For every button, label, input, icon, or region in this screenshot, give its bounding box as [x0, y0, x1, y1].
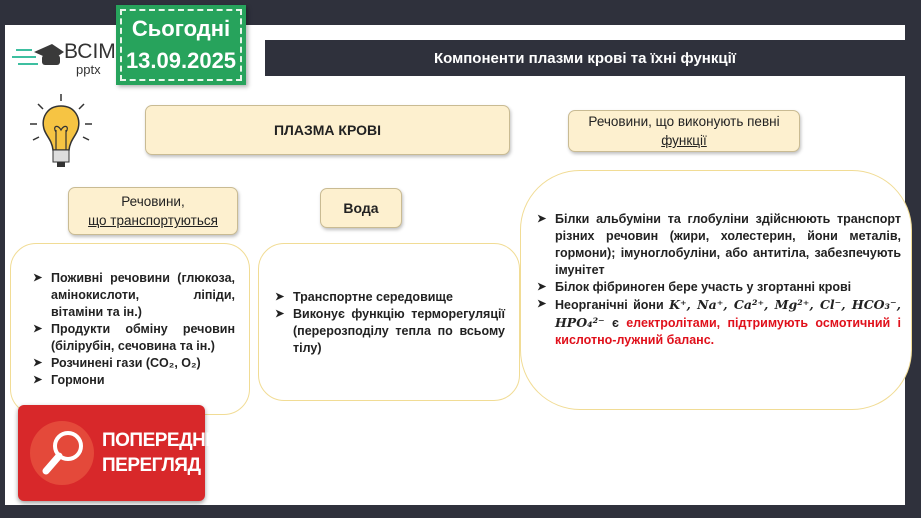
list-item: ➤ Розчинені гази (CO₂, O₂) [33, 355, 235, 372]
water-header-box: Вода [320, 188, 402, 228]
functional-header-box: Речовини, що виконують певні функції [568, 110, 800, 152]
list-item: ➤ Транспортне середовище [275, 289, 505, 306]
list-item: ➤ Виконує функцію терморегуляції (перерозподілу тепла по всьому тілу) [275, 306, 505, 357]
list-item: ➤ Поживні речовини (глюкоза, амінокислоти, ліпіди, вітаміни та ін.) [33, 270, 235, 321]
slide-title: Компоненти плазми крові та їхні функції [265, 40, 905, 76]
list-item: ➤ Гормони [33, 372, 235, 389]
preview-button[interactable]: ПОПЕРЕДНІЙ ПЕРЕГЛЯД [18, 405, 205, 501]
functional-panel [520, 170, 912, 410]
date-badge: Сьогодні 13.09.2025 [116, 5, 246, 85]
graduation-cap-icon [12, 40, 64, 76]
list-item: ➤ Продукти обміну речовин (білірубін, сечовина та ін.) [33, 321, 235, 355]
list-item: ➤ Білки альбуміни та глобуліни здійснюють транспорт різних речовин (жири, холестерин, йони металів, гормони); імуноглобуліни, або антитіла, забезпечують імунітет [537, 211, 901, 279]
water-panel [258, 243, 520, 401]
transported-panel [10, 243, 250, 415]
magnifier-icon [30, 421, 94, 485]
plasma-box: ПЛАЗМА КРОВІ [145, 105, 510, 155]
lightbulb-icon [28, 92, 94, 172]
logo: ВСІМ pptx [12, 40, 112, 80]
transported-header-box: Речовини, що транспортуються [68, 187, 238, 235]
list-item: ➤ Білок фібриноген бере участь у згортанні крові [537, 279, 901, 296]
list-item: ➤ Неорганічні йони K⁺, Na⁺, Ca²⁺, Mg²⁺, Cl⁻, HCO₃⁻, HPO₄²⁻ є електролітами, підтримують осмотичний і кислотно-лужний баланс. [537, 296, 901, 349]
